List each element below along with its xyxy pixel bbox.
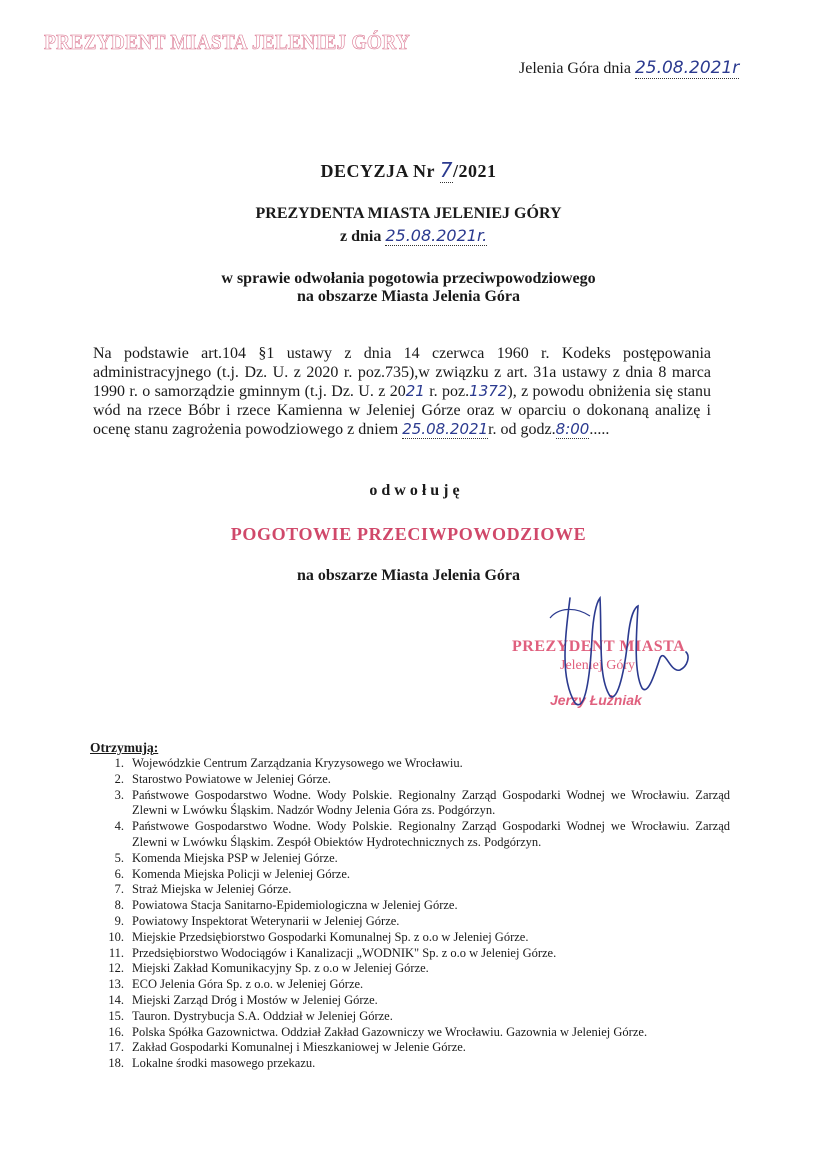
recipient-item xyxy=(90,898,730,914)
recipients-heading: Otrzymują: xyxy=(90,740,159,755)
recipient-item xyxy=(90,819,730,851)
recipient-number: 17. xyxy=(108,1040,124,1055)
issuer-date xyxy=(340,226,487,246)
recipient-number: 14. xyxy=(108,992,124,1007)
recipient-text: Polska Spółka Gazownictwa. Oddział Zakład Gazowniczy we Wrocławiu. Gazownia w Jeleniej Górze. xyxy=(132,1024,648,1039)
body-text-1: Na podstawie art.104 §1 ustawy z dnia 14 czerwca 1960 r. Kodeks postępowania administracyjnego (t.j. Dz. U. z 2020 r. poz.735),w związku z art. 31a ustawy z dnia 8 marca 1990 r. o samorządzie gminnym (t.j. Dz. U. z 20 xyxy=(93,345,711,401)
recipient-item xyxy=(90,1025,730,1041)
recipient-item xyxy=(90,1056,730,1072)
header-stamp: PREZYDENT MIASTA JELENIEJ GÓRY xyxy=(44,30,410,54)
recipient-item xyxy=(90,851,730,867)
handwritten-body-date: 25.08.2021 xyxy=(402,420,489,439)
issuer-date-label: z dnia xyxy=(340,228,382,245)
recipient-item xyxy=(90,946,730,962)
recipient-number: 5. xyxy=(114,850,124,865)
handwritten-year: 21 xyxy=(405,382,425,401)
area-line: na obszarze Miasta Jelenia Góra xyxy=(296,567,521,584)
recipient-number: 9. xyxy=(114,913,124,928)
recipient-number: 4. xyxy=(114,819,124,834)
recipient-item xyxy=(90,772,730,788)
handwritten-position: 1372 xyxy=(469,382,508,401)
recipient-item xyxy=(90,914,730,930)
decision-number: 7 xyxy=(439,158,453,182)
legal-basis-paragraph xyxy=(93,345,711,440)
recipient-text: Miejski Zakład Komunikacyjny Sp. z o.o w Jeleniej Górze. xyxy=(132,961,429,976)
recipient-item xyxy=(90,1009,730,1025)
recipient-number: 15. xyxy=(108,1008,124,1023)
alarm-title: POGOTOWIE PRZECIWPOWODZIOWE xyxy=(230,524,587,544)
recipient-number: 10. xyxy=(108,929,124,944)
recipient-text: Państwowe Gospodarstwo Wodne. Wody Polskie. Regionalny Zarząd Gospodarki Wodnej we Wrocławiu. Zarząd Zlewni w Lwówku Śląskim. Zespół Obiektów Hydrotechnicznych zs. Podgórzyn. xyxy=(132,819,730,849)
recipient-text: Komenda Miejska PSP w Jeleniej Górze. xyxy=(132,850,338,865)
recipient-text: Tauron. Dystrybucja S.A. Oddział w Jeleniej Górze. xyxy=(132,1008,393,1023)
recipient-number: 12. xyxy=(108,961,124,976)
place-and-date xyxy=(519,58,739,78)
recipients-list xyxy=(90,756,730,1072)
recipient-number: 7. xyxy=(114,882,124,897)
subject-line-1: w sprawie odwołania pogotowia przeciwpowodziowego xyxy=(221,270,596,287)
body-text-4: r. od godz. xyxy=(488,421,556,439)
recipient-text: Straż Miejska w Jeleniej Górze. xyxy=(132,882,292,897)
title-suffix: /2021 xyxy=(452,161,497,181)
recipient-text: Lokalne środki masowego przekazu. xyxy=(132,1056,316,1071)
place-date-label: Jelenia Góra dnia xyxy=(519,60,631,77)
recipient-text: ECO Jelenia Góra Sp. z o.o. w Jeleniej Górze. xyxy=(132,977,364,992)
verdict: odwołuję xyxy=(369,482,464,499)
body-text-3: ), z powodu obniżenia się stanu wód na rzece Bóbr i rzece Kamienna w Jeleniej Górze oraz w oparciu o dokonaną analizę i ocenę stanu zagrożenia powodziowego z dniem xyxy=(93,383,712,439)
recipient-text: Zakład Gospodarki Komunalnej i Mieszkaniowej w Jelenie Górze. xyxy=(132,1040,466,1055)
recipient-number: 3. xyxy=(114,787,124,802)
recipient-number: 1. xyxy=(114,756,124,770)
stamp-line-2: Jeleniej Góry xyxy=(560,658,636,673)
recipient-text: Przedsiębiorstwo Wodociągów i Kanalizacji „WODNIK" Sp. z o.o w Jeleniej Górze. xyxy=(132,945,557,960)
recipient-number: 2. xyxy=(114,771,124,786)
recipient-text: Powiatowy Inspektorat Weterynarii w Jeleniej Górze. xyxy=(132,913,400,928)
recipient-text: Państwowe Gospodarstwo Wodne. Wody Polskie. Regionalny Zarząd Gospodarki Wodnej we Wrocławiu. Zarząd Zlewni w Lwówku Śląskim. Nadzór Wodny Jelenia Góra zs. Podgórzyn. xyxy=(132,787,730,818)
title-prefix: DECYZJA Nr xyxy=(320,161,435,181)
body-text-end: ..... xyxy=(589,421,610,439)
subject-line-2: na obszarze Miasta Jelenia Góra xyxy=(296,288,521,305)
recipient-item xyxy=(90,977,730,993)
recipient-item xyxy=(90,867,730,883)
recipient-text: Miejski Zarząd Dróg i Mostów w Jeleniej Górze. xyxy=(132,992,378,1007)
recipient-item xyxy=(90,788,730,820)
issuer-date-value: 25.08.2021r. xyxy=(385,226,488,245)
recipient-number: 11. xyxy=(108,945,124,960)
decision-title xyxy=(0,158,817,182)
recipient-number: 6. xyxy=(114,866,124,881)
recipient-item xyxy=(90,1040,730,1056)
recipient-text: Miejskie Przedsiębiorstwo Gospodarki Komunalnej Sp. z o.o w Jeleniej Górze. xyxy=(132,929,529,944)
handwritten-date: 25.08.2021r xyxy=(634,58,740,78)
recipient-item xyxy=(90,882,730,898)
handwritten-signature xyxy=(530,578,700,718)
recipient-text: Komenda Miejska Policji w Jeleniej Górze. xyxy=(132,866,350,881)
recipient-item xyxy=(90,961,730,977)
recipient-number: 16. xyxy=(108,1024,124,1039)
subject xyxy=(0,270,817,306)
recipient-item xyxy=(90,756,730,772)
recipient-text: Powiatowa Stacja Sanitarno-Epidemiologiczna w Jeleniej Górze. xyxy=(132,898,458,913)
recipient-item xyxy=(90,930,730,946)
recipient-number: 13. xyxy=(108,977,124,992)
handwritten-hour: 8:00 xyxy=(555,420,590,439)
recipient-text: Wojewódzkie Centrum Zarządzania Kryzysowego we Wrocławiu. xyxy=(132,756,463,770)
recipient-number: 18. xyxy=(108,1056,124,1071)
stamp-name: Jerzy Łużniak xyxy=(550,692,642,708)
issuer-name: PREZYDENTA MIASTA JELENIEJ GÓRY xyxy=(255,205,562,222)
recipient-item xyxy=(90,993,730,1009)
recipient-text: Starostwo Powiatowe w Jeleniej Górze. xyxy=(132,771,331,786)
body-text-2: r. poz. xyxy=(424,383,470,401)
stamp-line-1: PREZYDENT MIASTA xyxy=(512,638,686,655)
recipient-number: 8. xyxy=(114,898,124,913)
